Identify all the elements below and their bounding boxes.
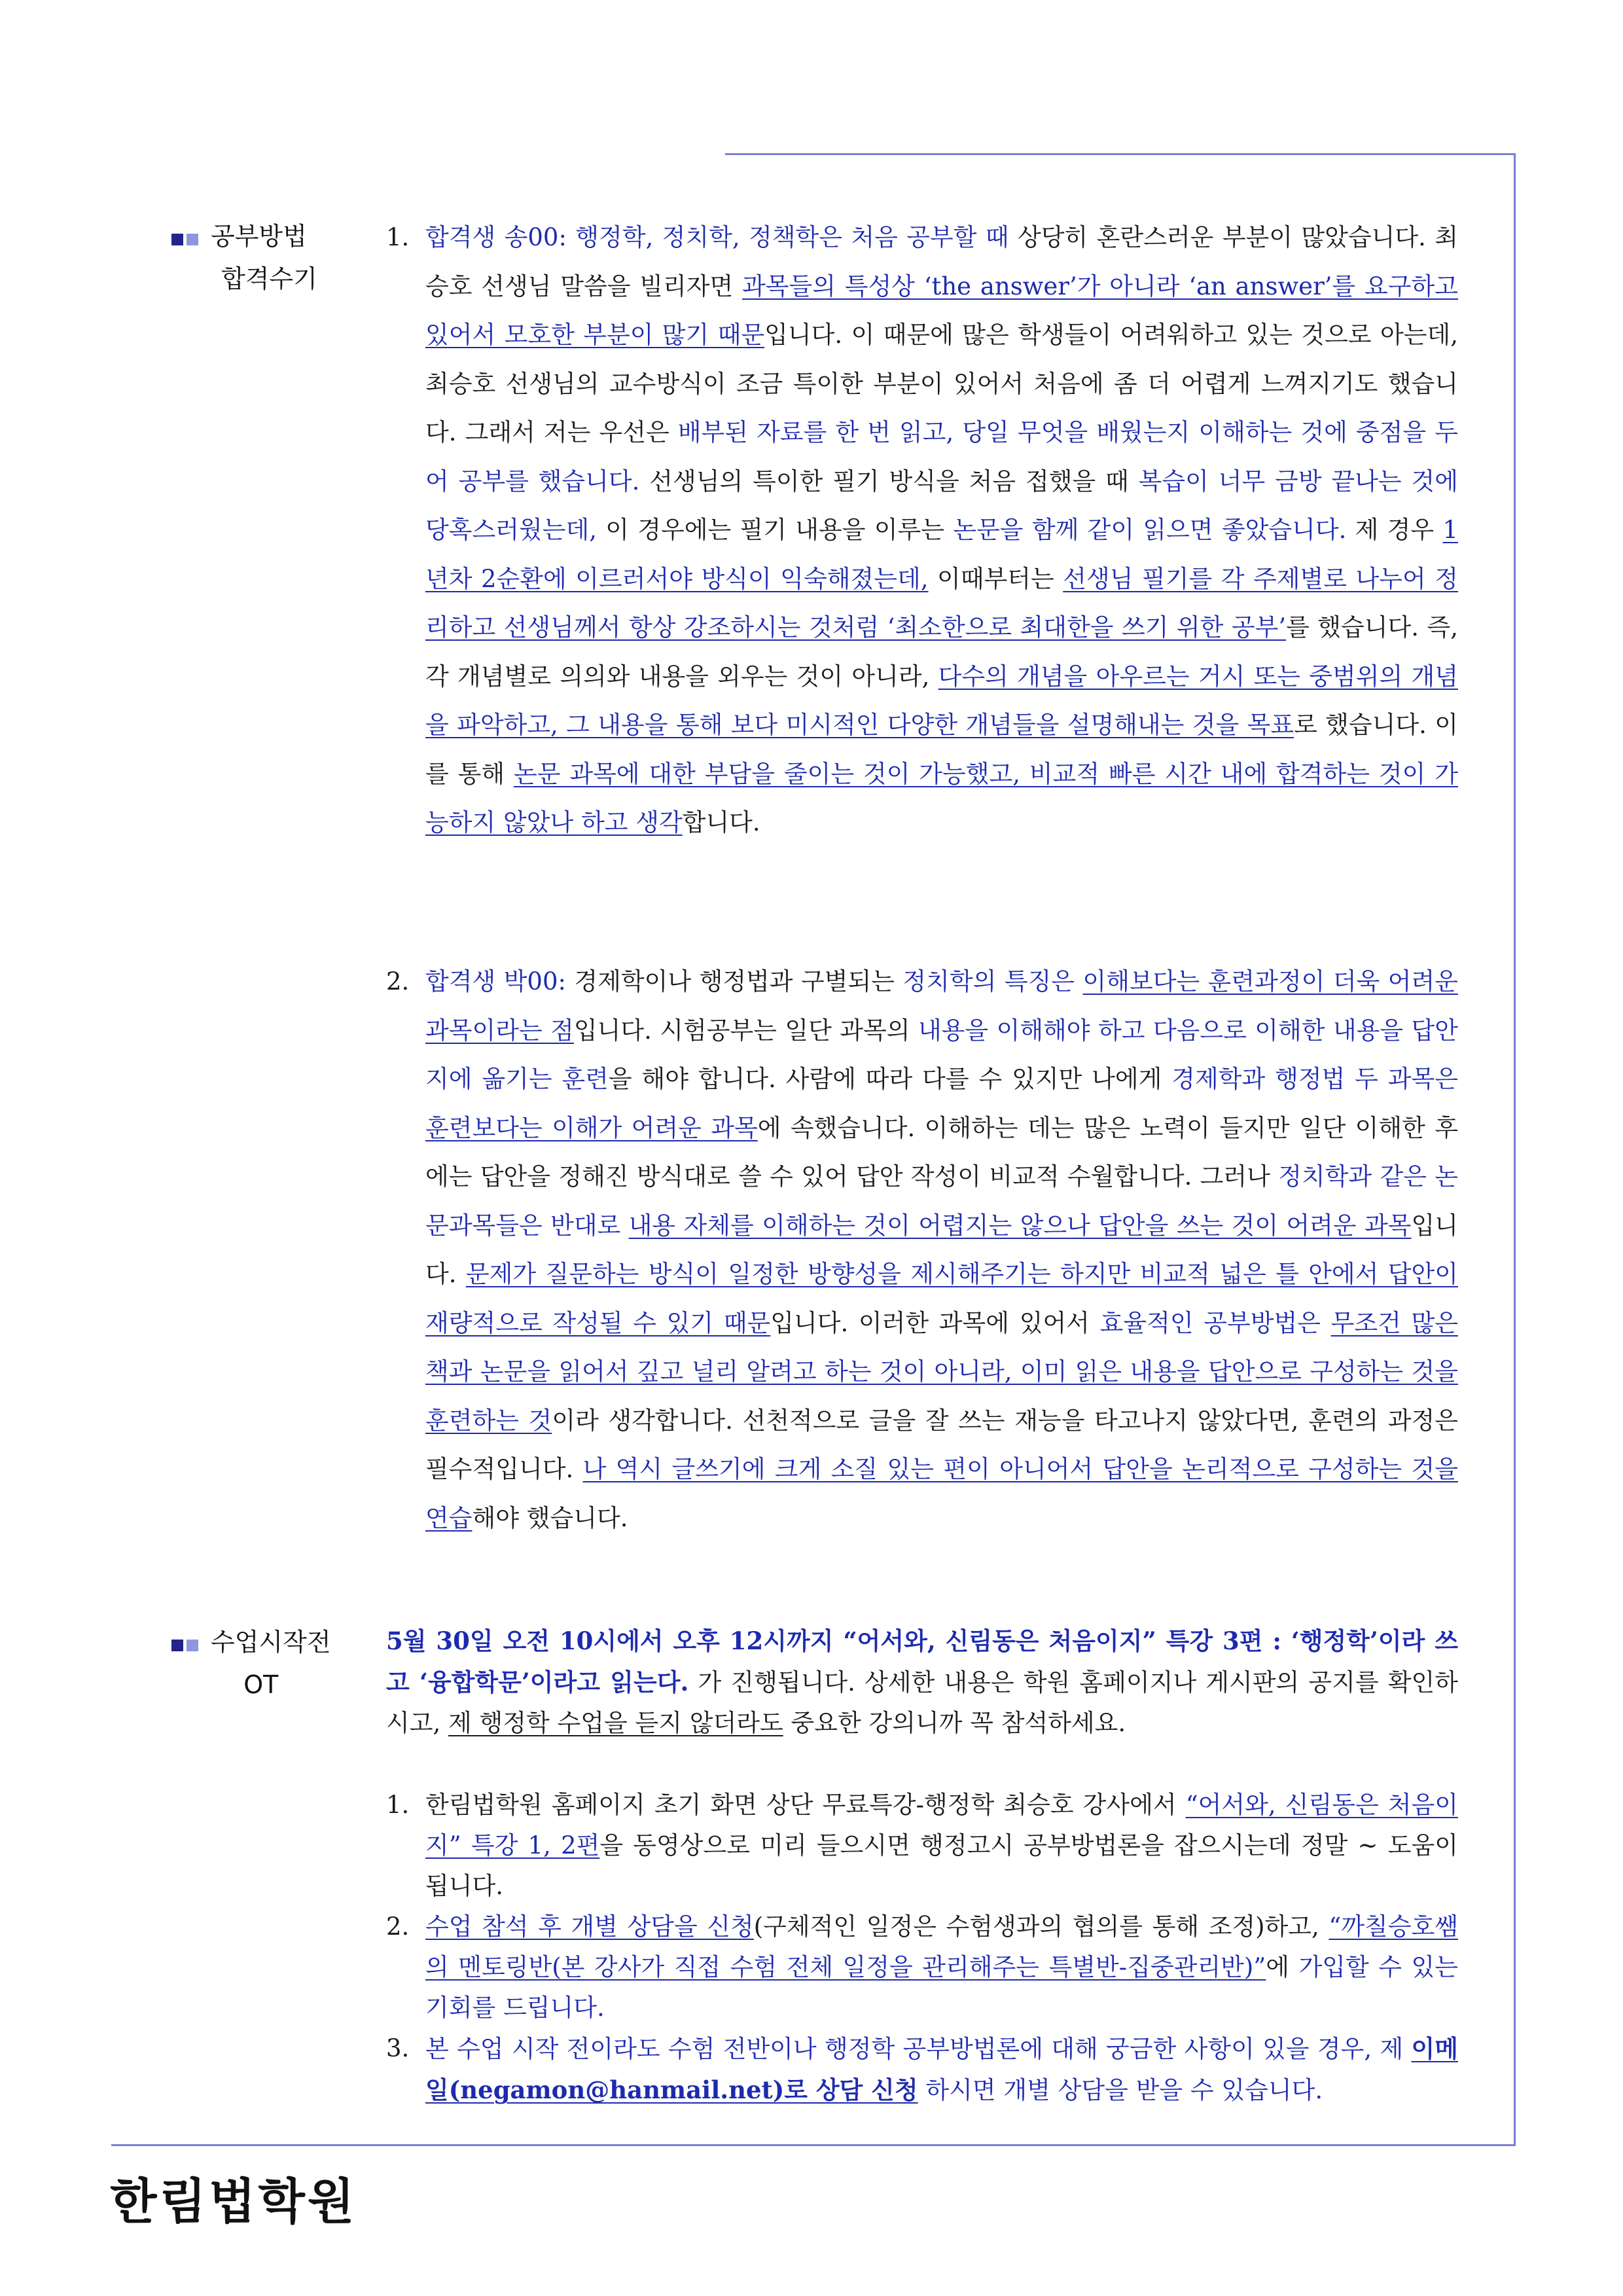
item2-s16: 입니다. [425, 1211, 1458, 1288]
item2-s14 [620, 1211, 628, 1240]
ot-p4: 중요한 강의니까 꼭 참석하세요. [783, 1709, 1126, 1737]
item-number: 2. [386, 1912, 410, 1941]
item1-s7: 복습이 너무 금방 끝나는 것에 당혹스러웠는데, [425, 467, 1458, 544]
testimonial-item-2 [386, 958, 1459, 1543]
section-label-line1: 공부방법 [211, 222, 307, 251]
item2-s8: 을 해야 합니다. 사람에 따라 다를 수 있지만 나에게 [608, 1065, 1172, 1093]
ot-i3-a: 본 수업 시작 전이라도 수험 전반이나 행정학 공부방법론에 대해 궁금한 사항이 있을 경우, 제 [425, 2035, 1412, 2063]
item2-s3: 정치학의 특징은 [902, 967, 1075, 996]
item2-s1: 합격생 박00: [425, 967, 566, 996]
item1-s6: 선생님의 특이한 필기 방식을 처음 접했을 때 [639, 467, 1139, 495]
frame-right-border [1514, 153, 1516, 2146]
item2-s2: 경제학이나 행정법과 구별되는 [565, 967, 903, 996]
item1-s1: 합격생 송00: 행정학, 정치학, 정책학은 처음 공부할 때 [425, 223, 1009, 251]
item1-s3: 과목들의 특성상 ‘the answer’가 아니라 ‘an answer’를 요구하고 있어서 모호한 부분이 많기 때문 [425, 272, 1458, 349]
item1-s8: 이 경우에는 필기 내용을 이루는 [596, 516, 954, 544]
ot-i2-c: “까칠승호쌤의 멘토링반(본 강사가 직접 수험 전체 일정을 관리해주는 특별반-집중관리반)” [425, 1912, 1459, 1981]
item-number: 2. [386, 967, 410, 996]
testimonial-item-1 [386, 213, 1459, 848]
item2-s21: 무조건 많은 책과 논문을 읽어서 깊고 널리 알려고 하는 것이 아니라, 이미 읽은 내용을 답안으로 구성하는 것을 훈련하는 것 [425, 1308, 1458, 1435]
item2-s6: 입니다. 시험공부는 일단 과목의 [573, 1016, 918, 1045]
ot-i1-b: “어서와, 신림동은 처음이지” 특강 1, 2편 [425, 1791, 1459, 1859]
item2-s9: 경제학과 행정법 두 과목은 [1171, 1065, 1459, 1093]
item2-s12: 에 속했습니다. 이해하는 데는 많은 노력이 들지만 일단 이해한 후에는 답안을 정해진 방식대로 쓸 수 있어 답안 작성이 비교적 수월합니다. 그러나 [425, 1113, 1458, 1191]
item2-s19: 효율적인 공부방법은 [1099, 1308, 1321, 1337]
item1-s13: 선생님 필기를 각 주제별로 나누어 정리하고 선생님께서 항상 강조하시는 것처럼 ‘최소한으로 최대한을 쓰기 위한 공부’ [425, 564, 1459, 641]
item2-s7: 내용을 이해해야 하고 다음으로 이해한 내용을 답안지에 옮기는 훈련 [425, 1016, 1458, 1093]
item1-s4: 입니다. 이 때문에 많은 학생들이 어려워하고 있는 것으로 아는데, 최승호 선생님의 교수방식이 조금 특이한 부분이 있어서 처음에 좀 더 어렵게 느껴지기도 했습니다. 그래서 저는 우선은 [425, 321, 1458, 446]
item1-s14: 를 했습니다. 즉, 각 개념별로 의의와 내용을 외우는 것이 아니라, [425, 613, 1458, 691]
item1-s17: 논문 과목에 대한 부담을 줄이는 것이 가능했고, 비교적 빠른 시간 내에 합격하는 것이 가능하지 않았나 하고 생각 [425, 759, 1458, 836]
section-label-line1: 수업시작전 [211, 1628, 331, 1657]
item1-s10: 제 경우 [1346, 516, 1443, 544]
item2-s23: 나 역시 글쓰기에 크게 소질 있는 편이 아니어서 답안을 논리적으로 구성하는 것을 연습 [425, 1455, 1458, 1532]
item-number: 3. [386, 2034, 410, 2062]
item1-s11: 1년차 2순환에 이르러서야 방식이 익숙해졌는데, [425, 516, 1459, 593]
ot-intro-paragraph [386, 1621, 1458, 1744]
footer-logo: 한림법학원 [110, 2174, 357, 2230]
item1-s5: 배부된 자료를 한 번 읽고, 당일 무엇을 배웠는지 이해하는 것에 중점을 두어 공부를 했습니다. [425, 418, 1458, 495]
ot-i2-d: 에 [1266, 1953, 1299, 1981]
item-number: 1. [386, 1791, 410, 1819]
ot-item-1 [386, 1785, 1459, 1907]
section-label-line2: 합격수기 [221, 264, 317, 293]
item1-s2: 상당히 혼란스러운 부분이 많았습니다. 최승호 선생님 말씀을 빌리자면 [425, 223, 1458, 300]
item2-s15: 내용 자체를 이해하는 것이 어렵지는 않으나 답안을 쓰는 것이 어려운 과목 [628, 1211, 1412, 1240]
item2-s24: 해야 했습니다. [472, 1503, 628, 1532]
item1-s9: 논문을 함께 같이 읽으면 좋았습니다. [953, 516, 1347, 544]
ot-item-2 [386, 1907, 1459, 2028]
section-label-ot [171, 1622, 331, 1705]
ot-i3-c: 하시면 개별 상담을 받을 수 있습니다. [918, 2076, 1323, 2104]
ot-i2-b: (구체적인 일정은 수험생과의 협의를 통해 조정)하고, [753, 1912, 1329, 1941]
section-bullet-icon [171, 218, 202, 259]
section-label-line2: OT [243, 1670, 279, 1699]
ot-i2-a: 수업 참석 후 개별 상담을 신청 [425, 1912, 754, 1941]
item1-s12: 이때부터는 [928, 564, 1063, 593]
item2-s22: 이라 생각합니다. 선천적으로 글을 잘 쓰는 재능을 타고나지 않았다면, 훈련의 과정은 필수적입니다. [425, 1406, 1458, 1483]
item2-s13: 정치학과 같은 논문과목들은 반대로 [425, 1162, 1458, 1240]
item-number: 1. [386, 223, 410, 251]
frame-top-border [725, 153, 1516, 155]
item1-s15: 다수의 개념을 아우르는 거시 또는 중범위의 개념을 파악하고, 그 내용을 통해 보다 미시적인 다양한 개념들을 설명해내는 것을 목표 [425, 662, 1459, 739]
ot-p2: 가 진행됩니다. 상세한 내용은 학원 홈페이지나 게시판의 공지를 확인하시고, [386, 1668, 1458, 1737]
ot-p1: 5월 30일 오전 10시에서 오후 12시까지 “어서와, 신림동은 처음이지” 특강 3편 : ‘행정학’이라 쓰고 ‘융합학문’이라고 읽는다. [386, 1626, 1458, 1696]
section-label-study [171, 216, 317, 299]
ot-i2-e: 가입할 수 있는 기회를 드립니다. [425, 1953, 1458, 2022]
ot-item-3 [386, 2028, 1458, 2111]
item2-s18: 입니다. 이러한 과목에 있어서 [770, 1308, 1100, 1337]
item2-s17: 문제가 질문하는 방식이 일정한 방향성을 제시해주기는 하지만 비교적 넓은 틀 안에서 답안이 재량적으로 작성될 수 있기 때문 [425, 1260, 1459, 1337]
ot-p3: 제 행정학 수업을 듣지 않더라도 [448, 1709, 783, 1737]
item2-s11: 훈련보다는 이해가 어려운 과목 [425, 1113, 758, 1142]
ot-i1-c: 을 동영상으로 미리 들으시면 행정고시 공부방법론을 잡으시는데 정말 ~ 도움이 됩니다. [425, 1831, 1458, 1900]
item2-s20 [1321, 1309, 1331, 1337]
frame-bottom-border [111, 2144, 1516, 2146]
item1-s18: 합니다. [682, 808, 760, 836]
item2-s4 [1075, 967, 1082, 996]
item1-s16: 로 했습니다. 이를 통해 [425, 711, 1458, 788]
item2-s5: 이해보다는 훈련과정이 더욱 어려운 과목이라는 점 [425, 967, 1458, 1045]
section-bullet-icon [171, 1624, 202, 1664]
ot-i1-a: 한림법학원 홈페이지 초기 화면 상단 무료특강-행정학 최승호 강사에서 [425, 1791, 1186, 1819]
ot-i3-b: 이메일(negamon@hanmail.net)로 상담 신청 [425, 2034, 1458, 2104]
